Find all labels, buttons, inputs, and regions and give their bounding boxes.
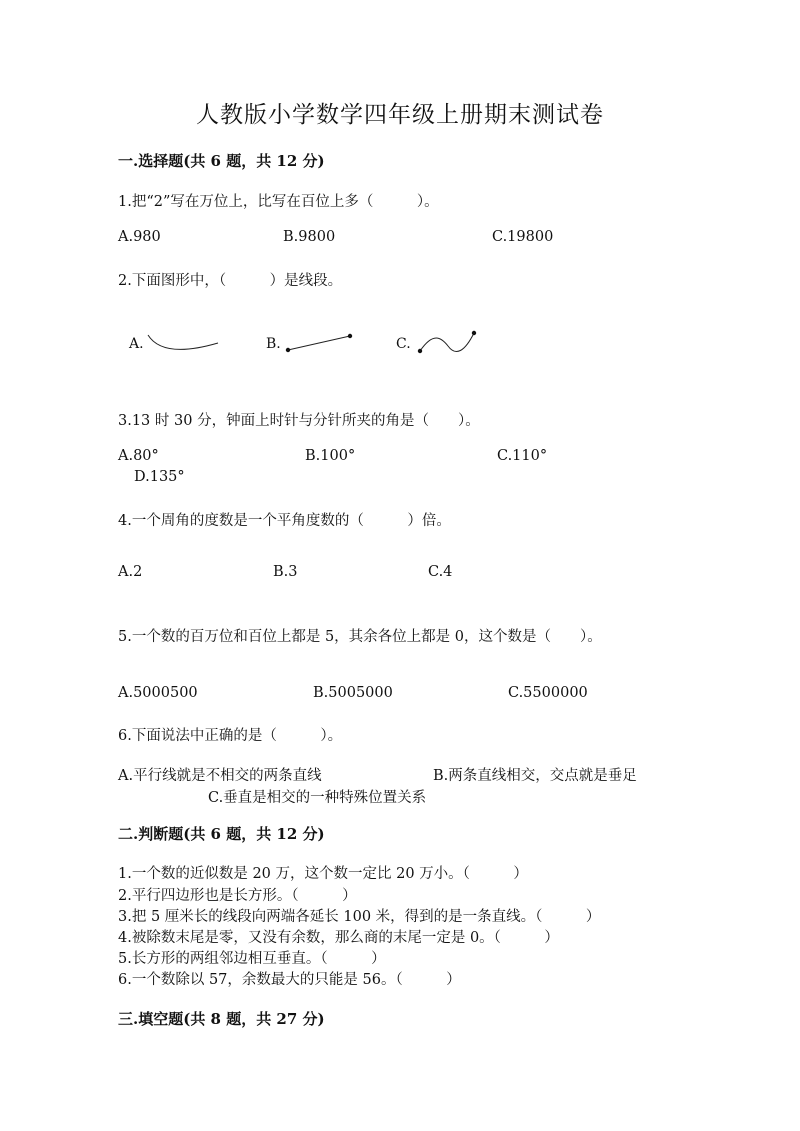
section-heading-choice: 一.选择题(共 6 题，共 12 分) xyxy=(118,152,325,170)
question-6-option-b: B.两条直线相交，交点就是垂足 xyxy=(433,768,637,784)
question-1-option-b: B.9800 xyxy=(283,229,336,245)
judge-item: 1.一个数的近似数是 20 万，这个数一定比 20 万小。（ ） xyxy=(118,866,528,882)
section-heading-fill-blank: 三.填空题(共 8 题，共 27 分) xyxy=(118,1010,325,1028)
judge-item: 4.被除数末尾是零，又没有余数，那么商的末尾一定是 0。（ ） xyxy=(118,930,559,946)
figure-c-endpoint-left xyxy=(418,349,422,353)
question-6-stem: 6.下面说法中正确的是（ ）。 xyxy=(118,728,343,744)
question-6-option-c: C.垂直是相交的一种特殊位置关系 xyxy=(208,790,427,806)
question-4-option-a: A.2 xyxy=(118,564,143,580)
question-5-option-a: A.5000500 xyxy=(118,685,198,701)
question-3-option-b: B.100° xyxy=(305,448,356,464)
figure-b-label: B. xyxy=(266,336,281,352)
question-4-option-c: C.4 xyxy=(428,564,453,580)
question-4-option-b: B.3 xyxy=(273,564,298,580)
question-3-stem: 3.13 时 30 分，钟面上时针与分针所夹的角是（ ）。 xyxy=(118,413,480,429)
question-2-figures xyxy=(115,315,495,365)
figure-b-endpoint-left xyxy=(286,348,290,352)
question-1-option-a: A.980 xyxy=(118,229,161,245)
figure-c-label: C. xyxy=(396,336,411,352)
section-heading-judge: 二.判断题(共 6 题，共 12 分) xyxy=(118,825,325,843)
judge-item: 2.平行四边形也是长方形。（ ） xyxy=(118,888,357,904)
page-title: 人教版小学数学四年级上册期末测试卷 xyxy=(196,102,604,128)
figure-b-endpoint-right xyxy=(348,334,352,338)
question-1-option-c: C.19800 xyxy=(492,229,554,245)
figure-c-wave xyxy=(420,333,474,352)
question-5-stem: 5.一个数的百万位和百位上都是 5，其余各位上都是 0，这个数是（ ）。 xyxy=(118,629,602,645)
judge-item: 6.一个数除以 57，余数最大的只能是 56。（ ） xyxy=(118,972,461,988)
question-3-option-c: C.110° xyxy=(497,448,548,464)
figure-c-endpoint-right xyxy=(472,331,476,335)
figure-a-label: A. xyxy=(129,336,144,352)
question-3-option-d: D.135° xyxy=(134,469,185,485)
figure-b-segment xyxy=(288,336,350,350)
question-4-stem: 4.一个周角的度数是一个平角度数的（ ）倍。 xyxy=(118,513,451,529)
question-3-option-a: A.80° xyxy=(118,448,159,464)
judge-item: 3.把 5 厘米长的线段向两端各延长 100 米，得到的是一条直线。（ ） xyxy=(118,909,601,925)
question-5-option-b: B.5005000 xyxy=(313,685,393,701)
judge-item: 5.长方形的两组邻边相互垂直。（ ） xyxy=(118,951,386,967)
question-2-stem: 2.下面图形中，（ ）是线段。 xyxy=(118,273,343,289)
question-1-stem: 1.把“2”写在万位上，比写在百位上多（ ）。 xyxy=(118,194,439,210)
question-6-option-a: A.平行线就是不相交的两条直线 xyxy=(118,768,322,784)
question-5-option-c: C.5500000 xyxy=(508,685,588,701)
figure-a-curve xyxy=(148,335,218,349)
